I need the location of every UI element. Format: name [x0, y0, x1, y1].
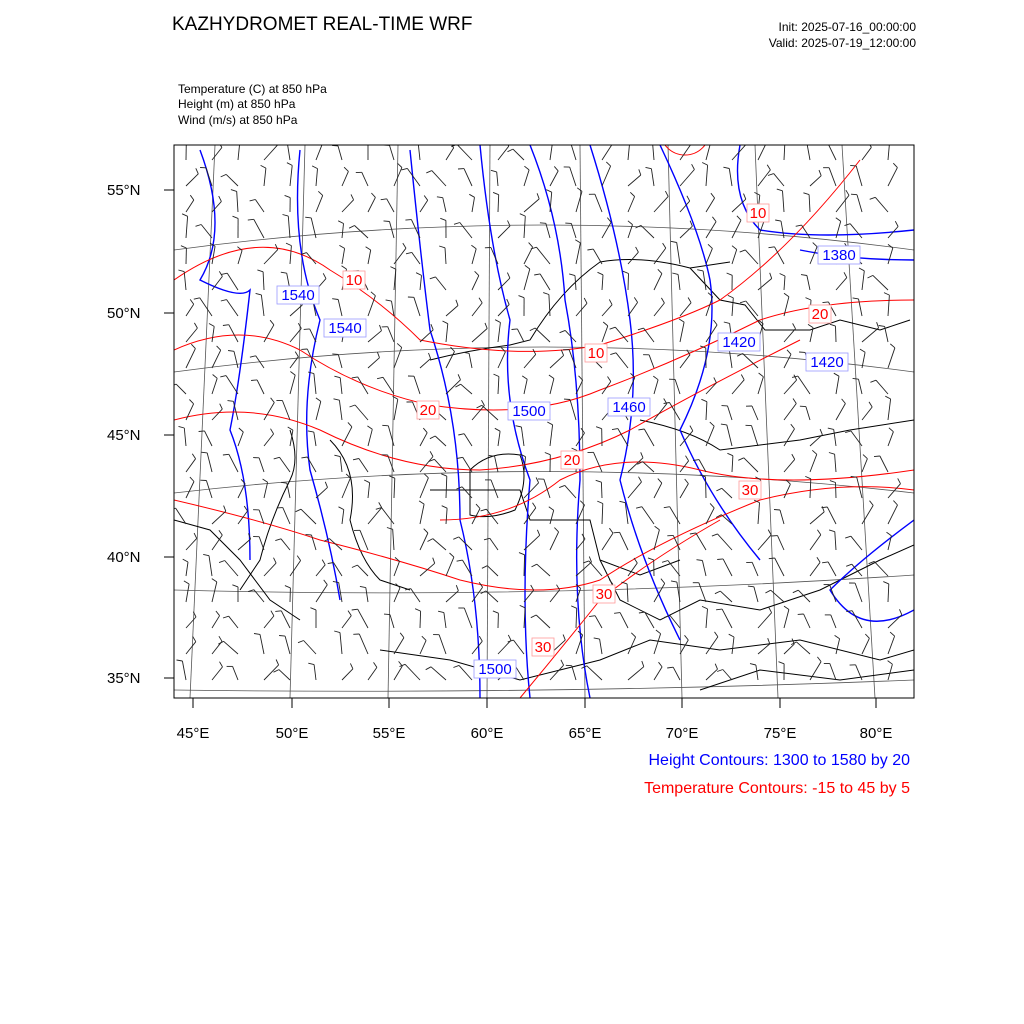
temperature-legend: Temperature Contours: -15 to 45 by 5	[644, 780, 910, 797]
temperature-label: 30	[741, 482, 759, 499]
wind-barb-flag	[850, 165, 856, 166]
wind-barb	[524, 555, 525, 576]
lon-label: 45°E	[176, 725, 210, 742]
wind-barb-flag	[251, 380, 257, 381]
temperature-label: 30	[595, 586, 613, 603]
wind-barb-flag	[319, 137, 323, 141]
height-label: 1500	[512, 403, 546, 420]
lon-label: 80°E	[859, 725, 893, 742]
wind-barb-flag	[412, 141, 418, 143]
valid-time: Valid: 2025-07-19_12:00:00	[768, 36, 916, 50]
wind-barb-flag	[181, 139, 187, 141]
height-label: 1420	[722, 334, 756, 351]
wind-barb-flag	[744, 139, 747, 144]
lat-label: 55°N	[107, 182, 141, 199]
wind-barb	[836, 326, 837, 342]
wind-barb-flag	[304, 329, 310, 330]
wind-barb-flag	[624, 142, 629, 145]
wind-barb-flag	[332, 354, 338, 355]
temperature-label: 20	[811, 306, 829, 323]
wind-barb-flag	[851, 194, 857, 195]
wind-barb	[601, 482, 602, 498]
wind-barb-flag	[688, 139, 691, 144]
wind-barb-flag	[405, 220, 411, 221]
wind-barb-flag	[512, 329, 518, 330]
lon-label: 75°E	[763, 725, 797, 742]
wind-barb	[420, 611, 421, 628]
wind-barb-flag	[382, 425, 388, 426]
wind-barb-flag	[362, 142, 368, 144]
wind-barb-flag	[275, 611, 281, 612]
height-label: 1540	[281, 287, 315, 304]
wind-barb-flag	[199, 431, 205, 432]
height-label: 1500	[478, 661, 512, 678]
temperature-label: 20	[563, 452, 581, 469]
wind-barb-flag	[779, 142, 785, 144]
wind-barb-flag	[384, 221, 390, 222]
wind-barb-flag	[279, 636, 285, 637]
wind-barb-flag	[540, 223, 546, 224]
wind-barb	[836, 483, 837, 499]
variable-height: Height (m) at 850 hPa	[178, 97, 296, 111]
temperature-label: 30	[534, 639, 552, 656]
map-title: KAZHYDROMET REAL-TIME WRF	[172, 14, 473, 35]
height-label: 1420	[810, 354, 844, 371]
lon-label: 65°E	[568, 725, 602, 742]
lat-label: 45°N	[107, 427, 141, 444]
temperature-label: 10	[345, 272, 363, 289]
lat-label: 35°N	[107, 670, 141, 687]
variable-temperature: Temperature (C) at 850 hPa	[178, 82, 327, 96]
lon-label: 60°E	[470, 725, 504, 742]
height-label: 1460	[612, 399, 646, 416]
wind-barb-flag	[705, 140, 710, 144]
wind-barb	[706, 477, 707, 498]
variable-wind: Wind (m/s) at 850 hPa	[178, 113, 298, 127]
wind-barb-flag	[717, 559, 723, 560]
wind-barb-flag	[647, 142, 653, 144]
lon-label: 55°E	[372, 725, 406, 742]
temperature-label: 10	[587, 345, 605, 362]
temperature-label: 10	[749, 205, 767, 222]
wind-barb-flag	[801, 142, 807, 143]
lon-label: 50°E	[275, 725, 309, 742]
height-label: 1540	[328, 320, 362, 337]
height-label: 1380	[822, 247, 856, 264]
latitude-ticks	[164, 190, 174, 678]
lat-label: 50°N	[107, 305, 141, 322]
wind-barb-flag	[234, 139, 239, 142]
wind-barb-flag	[275, 139, 278, 144]
height-legend: Height Contours: 1300 to 1580 by 20	[648, 752, 910, 769]
lat-label: 40°N	[107, 549, 141, 566]
wind-barb-flag	[281, 142, 287, 143]
longitude-ticks	[193, 698, 876, 708]
wind-barb-flag	[610, 137, 614, 142]
wind-barb-flag	[822, 143, 828, 144]
wind-barb	[628, 274, 629, 291]
wind-barb-flag	[614, 532, 620, 533]
wind-barb-flag	[384, 614, 390, 615]
wind-barb-flag	[547, 139, 552, 142]
wind-barb-flag	[874, 456, 880, 457]
lon-label: 70°E	[665, 725, 699, 742]
wind-barb-flag	[774, 510, 780, 511]
init-time: Init: 2025-07-16_00:00:00	[778, 20, 916, 34]
temperature-label: 20	[419, 402, 437, 419]
wind-barb-flag	[763, 137, 767, 141]
